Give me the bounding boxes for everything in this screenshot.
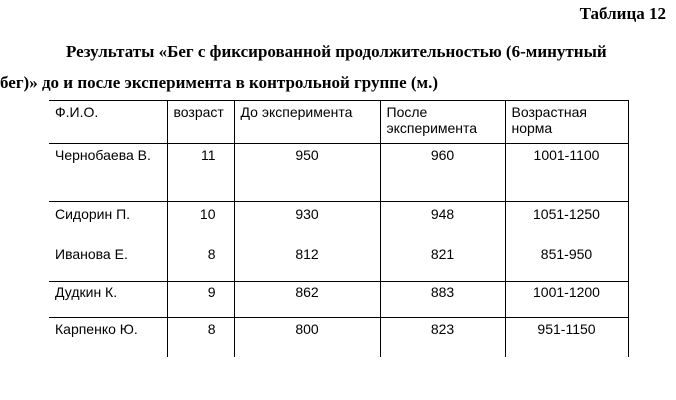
- table-caption: [0, 36, 670, 98]
- header-norm: Возрастная норма: [505, 101, 628, 144]
- cell-norm: 1001-1100: [505, 144, 628, 202]
- cell-age: 11: [167, 144, 234, 202]
- cell-norm: 1001-1200: [505, 282, 628, 318]
- cell-age: 8: [167, 246, 234, 282]
- table-number: Таблица 12: [579, 4, 666, 23]
- cell-age: 10: [167, 202, 234, 247]
- table-row: [49, 202, 628, 247]
- cell-age: 9: [167, 282, 234, 318]
- caption-line-2: бег)» до и после эксперимента в контрольной группе (м.): [0, 73, 439, 92]
- header-after: После эксперимента: [380, 101, 505, 144]
- cell-after: 823: [380, 318, 505, 358]
- cell-name: Иванова Е.: [49, 246, 167, 282]
- cell-norm: 1051-1250: [505, 202, 628, 247]
- header-age: возраст: [167, 101, 234, 144]
- caption-line-1: Результаты «Бег с фиксированной продолжительностью (6-минутный: [66, 42, 607, 61]
- cell-after: 948: [380, 202, 505, 247]
- table-row: [49, 318, 628, 358]
- cell-after: 821: [380, 246, 505, 282]
- cell-before: 812: [234, 246, 380, 282]
- table-row: [49, 246, 628, 282]
- header-name: Ф.И.О.: [49, 101, 167, 144]
- cell-after: 960: [380, 144, 505, 202]
- header-before: До эксперимента: [234, 101, 380, 144]
- cell-after: 883: [380, 282, 505, 318]
- cell-before: 950: [234, 144, 380, 202]
- cell-name: Карпенко Ю.: [49, 318, 167, 358]
- cell-norm: 851-950: [505, 246, 628, 282]
- cell-name: Сидорин П.: [49, 202, 167, 247]
- table-row: [49, 144, 628, 202]
- table-row: [49, 282, 628, 318]
- cell-age: 8: [167, 318, 234, 358]
- cell-before: 862: [234, 282, 380, 318]
- cell-before: 800: [234, 318, 380, 358]
- cell-norm: 951-1150: [505, 318, 628, 358]
- table-header-row: [49, 101, 628, 144]
- cell-name: Чернобаева В.: [49, 144, 167, 202]
- cell-name: Дудкин К.: [49, 282, 167, 318]
- cell-before: 930: [234, 202, 380, 247]
- results-table: [49, 100, 629, 357]
